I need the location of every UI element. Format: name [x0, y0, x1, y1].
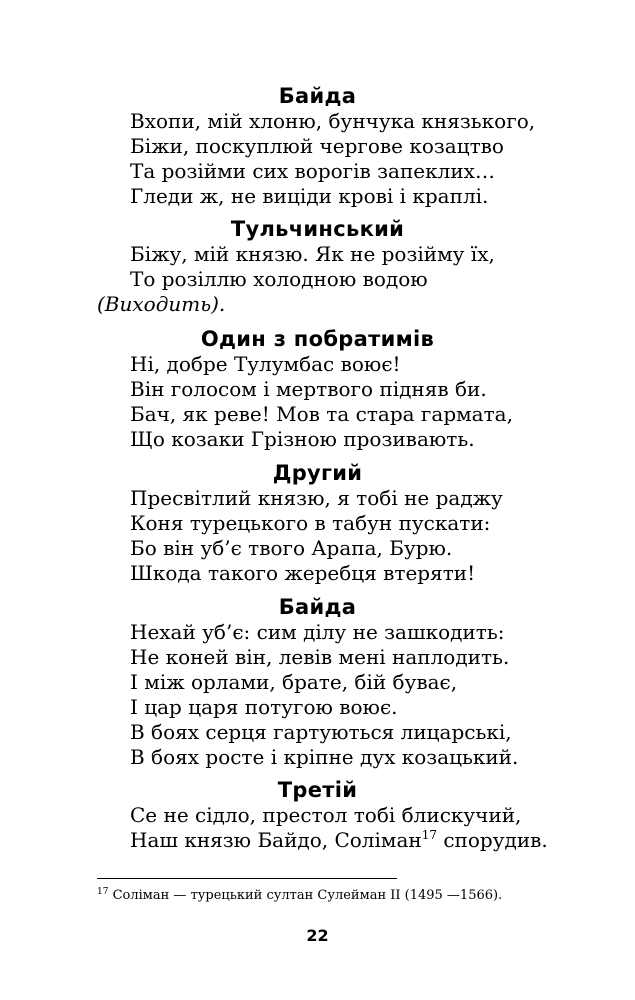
verse-text: Наш князю Байдо, Соліман [130, 828, 422, 852]
verse-line-with-footnote [130, 828, 548, 852]
verse-line: Бо він уб’є твого Арапа, Бурю. [130, 536, 453, 560]
speaker-name: Третій [277, 778, 358, 802]
verse-line: Біжи, поскуплюй чергове козацтво [130, 134, 504, 158]
speaker-name: Байда [278, 84, 357, 108]
footnote-reference[interactable]: 17 [421, 828, 437, 842]
footnote-marker: 17 [97, 887, 109, 897]
verse-line: В боях серця гартуються лицарські, [130, 720, 512, 744]
verse-line: Що козаки Грізною прозивають. [130, 427, 475, 451]
verse-line: Не коней він, левів мені наплодить. [130, 645, 510, 669]
footnote [97, 887, 502, 903]
verse-line: Нехай уб’є: сим ділу не зашкодить: [130, 620, 505, 644]
verse-text: спорудив. [437, 828, 548, 852]
stage-direction: (Виходить). [97, 292, 226, 316]
verse-line: То розіллю холодною водою [130, 267, 428, 291]
verse-line: Вхопи, мій хлоню, бунчука князького, [130, 109, 536, 133]
verse-line: Пресвітлий князю, я тобі не раджу [130, 486, 503, 510]
verse-line: Він голосом і мертвого підняв би. [130, 377, 487, 401]
speaker-name: Один з побратимів [200, 327, 435, 351]
verse-line: Бач, як реве! Мов та стара гармата, [130, 402, 513, 426]
footnote-separator [97, 878, 397, 879]
verse-line: Се не сідло, престол тобі блискучий, [130, 803, 522, 827]
verse-line: І між орлами, брате, бій буває, [130, 670, 458, 694]
verse-line: Шкода такого жеребця втеряти! [130, 561, 476, 585]
footnote-text: Соліман — турецький султан Сулейман II (1495 —1566). [108, 888, 503, 903]
speaker-name: Тульчинський [230, 217, 405, 241]
verse-line: Коня турецького в табун пускати: [130, 511, 491, 535]
verse-line: Ні, добре Тулумбас воює! [130, 352, 401, 376]
verse-line: В боях росте і кріпне дух козацький. [130, 745, 519, 769]
verse-line: І цар царя потугою воює. [130, 695, 398, 719]
speaker-name: Байда [278, 595, 357, 619]
speaker-name: Другий [272, 461, 363, 485]
verse-line: Гледи ж, не виціди крові і краплі. [130, 184, 489, 208]
page-number: 22 [306, 926, 329, 945]
verse-line: Біжу, мій князю. Як не розійму їх, [130, 242, 495, 266]
verse-line: Та розійми сих ворогів запеклих… [130, 159, 495, 183]
